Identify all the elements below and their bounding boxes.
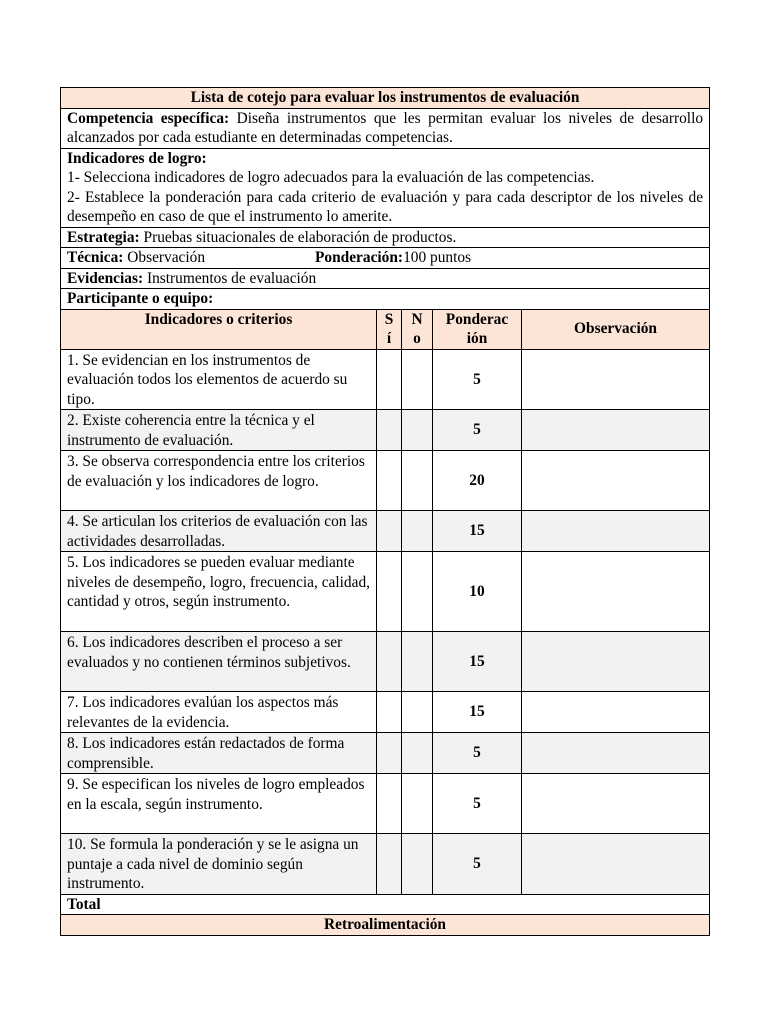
criterion-points: 5	[433, 410, 522, 451]
ponderacion-label: Ponderación:	[315, 249, 404, 266]
si-checkbox[interactable]	[377, 632, 402, 692]
no-checkbox[interactable]	[402, 834, 433, 895]
si-checkbox[interactable]	[377, 451, 402, 511]
estrategia-row	[61, 227, 710, 248]
table-row	[61, 511, 710, 552]
evidencias-row	[61, 268, 710, 289]
col-ponderacion: Ponderac ión	[433, 309, 522, 349]
observacion-cell[interactable]	[522, 511, 710, 552]
tecnica-label: Técnica:	[67, 249, 124, 266]
table-row	[61, 834, 710, 895]
table-title: Lista de cotejo para evaluar los instrumentos de evaluación	[61, 88, 710, 109]
table-row	[61, 733, 710, 774]
retroalimentacion-row	[61, 915, 710, 936]
total-label: Total	[61, 894, 710, 915]
criterion-points: 15	[433, 692, 522, 733]
criterion-text: 2. Existe coherencia entre la técnica y el instrumento de evaluación.	[61, 410, 377, 451]
criterion-text: 10. Se formula la ponderación y se le asigna un puntaje a cada nivel de dominio según instrumento.	[61, 834, 377, 895]
no-checkbox[interactable]	[402, 733, 433, 774]
col-criterios: Indicadores o criterios	[61, 309, 377, 349]
table-row	[61, 451, 710, 511]
criterion-text: 5. Los indicadores se pueden evaluar mediante niveles de desempeño, logro, frecuencia, calidad, cantidad y otros, según instrumento.	[61, 552, 377, 632]
indicadores-logro-row	[61, 148, 710, 227]
col-no: N o	[402, 309, 433, 349]
evidencias-label: Evidencias:	[67, 269, 144, 287]
si-checkbox[interactable]	[377, 552, 402, 632]
criterion-text: 8. Los indicadores están redactados de forma comprensible.	[61, 733, 377, 774]
retroalimentacion-label: Retroalimentación	[61, 915, 710, 936]
ponderacion-text: 100 puntos	[403, 249, 472, 266]
checklist-document	[60, 87, 709, 936]
competencia-text: Diseña instrumentos que les permitan evaluar los niveles de desarrollo alcanzados por cada estudiante en determinadas competencias.	[67, 109, 704, 146]
indicador-logro-2: 2- Establece la ponderación para cada criterio de evaluación y para cada descriptor de los niveles de desempeño en caso de que el instrumento lo amerite.	[67, 188, 704, 225]
observacion-cell[interactable]	[522, 410, 710, 451]
no-checkbox[interactable]	[402, 451, 433, 511]
tecnica-row	[61, 248, 710, 269]
criterion-points: 5	[433, 774, 522, 834]
criterion-points: 10	[433, 552, 522, 632]
si-checkbox[interactable]	[377, 733, 402, 774]
no-checkbox[interactable]	[402, 349, 433, 410]
observacion-cell[interactable]	[522, 632, 710, 692]
criterion-points: 5	[433, 733, 522, 774]
si-checkbox[interactable]	[377, 349, 402, 410]
observacion-cell[interactable]	[522, 692, 710, 733]
si-checkbox[interactable]	[377, 834, 402, 895]
col-observacion: Observación	[522, 309, 710, 349]
table-row	[61, 692, 710, 733]
no-checkbox[interactable]	[402, 410, 433, 451]
checklist-table	[60, 87, 710, 936]
criterion-points: 15	[433, 632, 522, 692]
criterion-text: 3. Se observa correspondencia entre los criterios de evaluación y los indicadores de logro.	[61, 451, 377, 511]
criterion-points: 20	[433, 451, 522, 511]
table-row	[61, 349, 710, 410]
indicador-logro-1: 1- Selecciona indicadores de logro adecuados para la evaluación de las competencias.	[67, 169, 595, 186]
observacion-cell[interactable]	[522, 451, 710, 511]
indicadores-logro-label: Indicadores de logro:	[67, 149, 207, 167]
total-row	[61, 894, 710, 915]
no-checkbox[interactable]	[402, 511, 433, 552]
no-checkbox[interactable]	[402, 552, 433, 632]
evidencias-text: Instrumentos de evaluación	[143, 269, 317, 287]
table-row	[61, 774, 710, 834]
no-checkbox[interactable]	[402, 774, 433, 834]
si-checkbox[interactable]	[377, 410, 402, 451]
column-header-row	[61, 309, 710, 349]
tecnica-text: Observación	[123, 249, 206, 266]
si-checkbox[interactable]	[377, 692, 402, 733]
col-si: S í	[377, 309, 402, 349]
si-checkbox[interactable]	[377, 774, 402, 834]
observacion-cell[interactable]	[522, 349, 710, 410]
criterion-text: 9. Se especifican los niveles de logro empleados en la escala, según instrumento.	[61, 774, 377, 834]
estrategia-label: Estrategia:	[67, 228, 140, 246]
criterion-text: 6. Los indicadores describen el proceso a ser evaluados y no contienen términos subjetivos.	[61, 632, 377, 692]
no-checkbox[interactable]	[402, 632, 433, 692]
observacion-cell[interactable]	[522, 834, 710, 895]
criterion-points: 5	[433, 834, 522, 895]
observacion-cell[interactable]	[522, 733, 710, 774]
title-row	[61, 88, 710, 109]
criterion-text: 4. Se articulan los criterios de evaluación con las actividades desarrolladas.	[61, 511, 377, 552]
observacion-cell[interactable]	[522, 552, 710, 632]
criterion-points: 15	[433, 511, 522, 552]
si-checkbox[interactable]	[377, 511, 402, 552]
criterion-points: 5	[433, 349, 522, 410]
competencia-row	[61, 108, 710, 148]
table-row	[61, 552, 710, 632]
estrategia-text: Pruebas situacionales de elaboración de productos.	[139, 228, 457, 246]
table-row	[61, 410, 710, 451]
participante-row	[61, 289, 710, 310]
criterion-text: 7. Los indicadores evalúan los aspectos más relevantes de la evidencia.	[61, 692, 377, 733]
participante-label: Participante o equipo:	[61, 289, 710, 310]
no-checkbox[interactable]	[402, 692, 433, 733]
competencia-label: Competencia específica:	[67, 109, 230, 127]
observacion-cell[interactable]	[522, 774, 710, 834]
table-row	[61, 632, 710, 692]
criterion-text: 1. Se evidencian en los instrumentos de evaluación todos los elementos de acuerdo su tipo.	[61, 349, 377, 410]
